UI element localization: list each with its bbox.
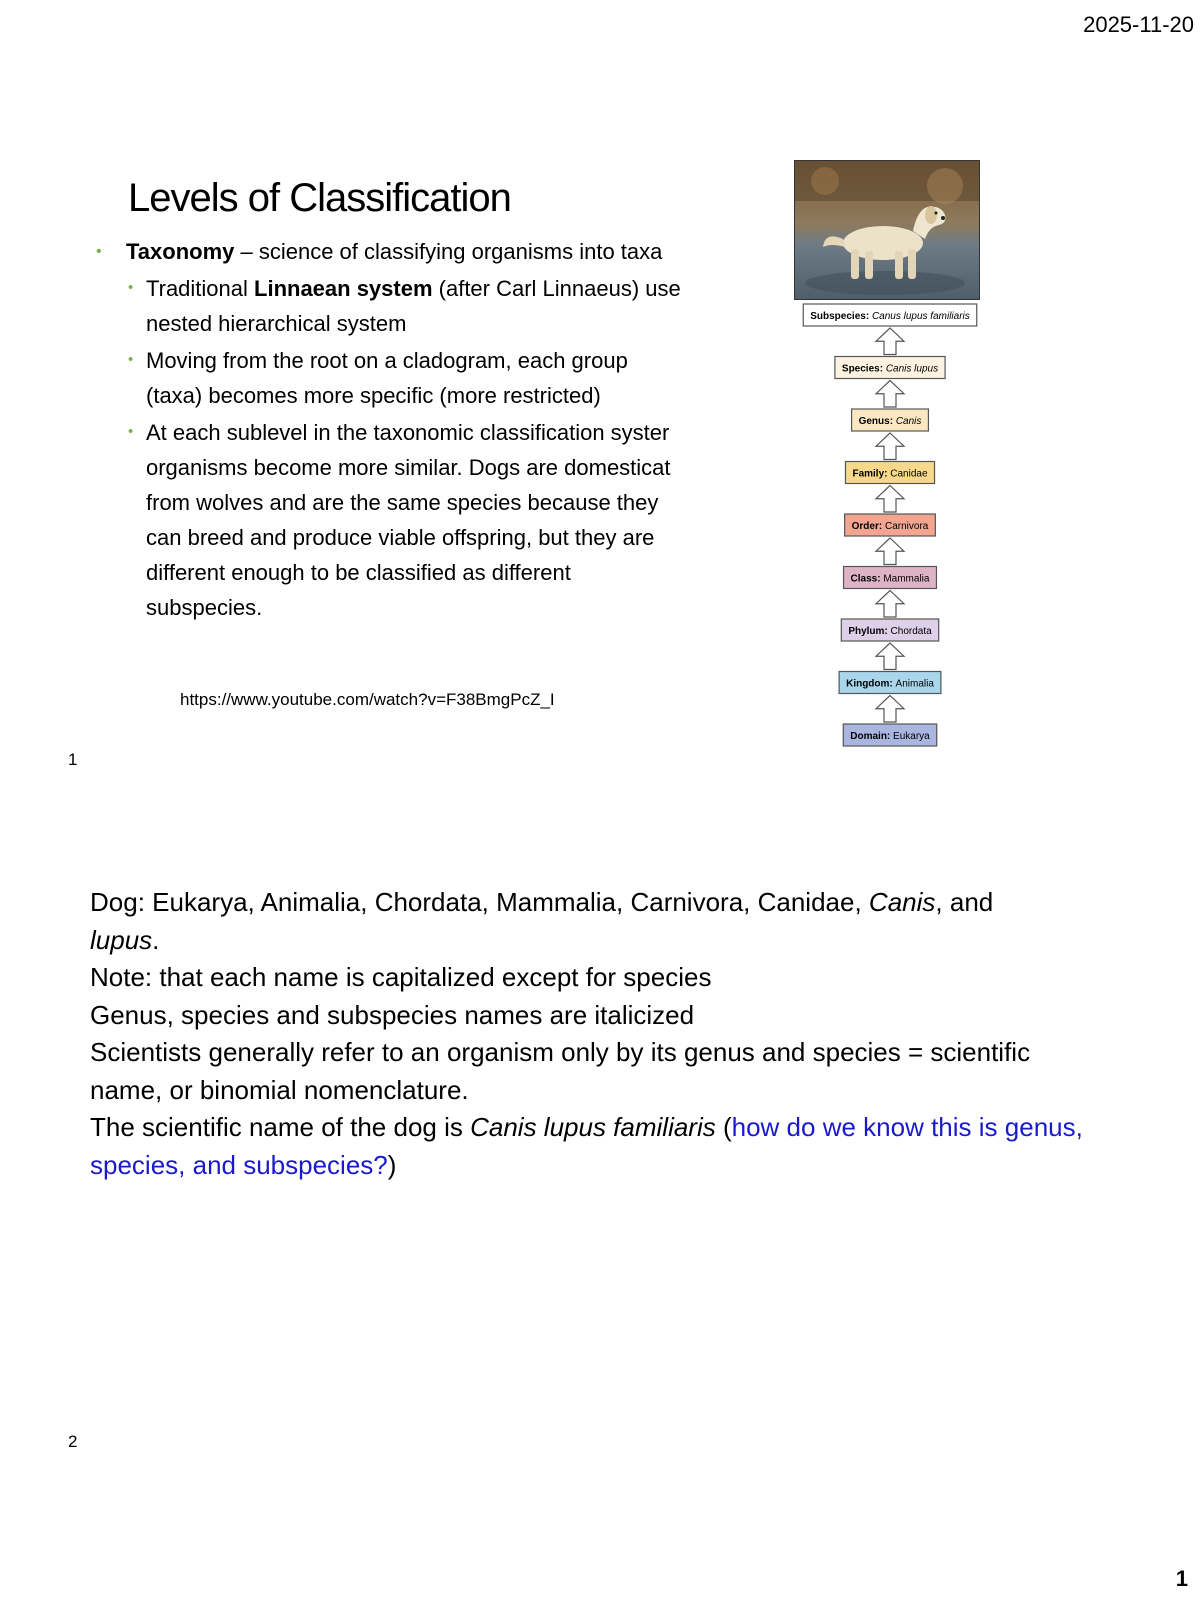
- question-text: how do we know this is genus, species, and subspecies?: [90, 1112, 1083, 1180]
- sub3-line: subspecies.: [146, 595, 263, 620]
- sub-bullet-cladogram: [96, 343, 736, 413]
- bullet-list: [96, 234, 736, 625]
- species-lupus: lupus: [90, 924, 153, 955]
- print-date: 2025-11-20: [1083, 12, 1194, 37]
- up-arrow-icon: [876, 486, 904, 513]
- taxonomy-definition: – science of classifying organisms into taxa: [234, 239, 663, 264]
- rank-label: Domain: Eukarya: [850, 731, 930, 742]
- scientific-name-text: The scientific name of the dog is: [90, 1112, 471, 1142]
- rank-box-order: [845, 514, 936, 536]
- period: .: [152, 924, 160, 955]
- rank-box-subspecies: [803, 304, 977, 326]
- up-arrow-icon: [876, 591, 904, 618]
- page-number: 1: [1175, 1566, 1188, 1591]
- dog-photo: [794, 160, 980, 300]
- rank-label: Kingdom: Animalia: [846, 678, 934, 690]
- notes-line-italics: Genus, species and subspecies names are italicized: [90, 999, 695, 1030]
- rank-label: Class: Mammalia: [850, 573, 930, 585]
- notes-text: [90, 884, 1100, 1184]
- bullet-taxonomy: [96, 234, 736, 269]
- and-text: , and: [935, 887, 994, 917]
- rank-label: Order: Carnivora: [851, 521, 929, 532]
- dog-illustration: [795, 161, 979, 299]
- sub1-pre: Traditional: [146, 276, 255, 301]
- up-arrow-icon: [876, 433, 904, 460]
- sub3-line: At each sublevel in the taxonomic classification syster: [146, 420, 670, 445]
- notes-line-binomial: Scientists generally refer to an organism only by its genus and species = scientific name, or binomial nomenclature.: [90, 1037, 1031, 1105]
- sub3-line: from wolves and are the same species because they: [146, 490, 659, 515]
- term-taxonomy: Taxonomy: [126, 239, 235, 264]
- open-paren: (: [715, 1112, 732, 1142]
- rank-label: Family: Canidae: [852, 468, 928, 480]
- classification-hierarchy-diagram: [780, 300, 1000, 760]
- youtube-link[interactable]: https://www.youtube.com/watch?v=F38BmgPcZ_I: [180, 690, 555, 709]
- rank-box-phylum: [841, 619, 938, 641]
- rank-box-domain: [843, 724, 936, 746]
- genus-canis: Canis: [868, 887, 936, 917]
- rank-label: Subspecies: Canus lupus familiaris: [810, 311, 970, 322]
- rank-label: Species: Canis lupus: [841, 363, 939, 375]
- notes-line-dog: [90, 884, 1100, 959]
- sub2-line1: Moving from the root on a cladogram, each group: [146, 348, 628, 373]
- sub1-line2: nested hierarchical system: [146, 311, 407, 336]
- up-arrow-icon: [876, 643, 904, 670]
- rank-label: Genus: Canis: [858, 416, 922, 427]
- rank-box-species: [835, 357, 945, 379]
- up-arrow-icon: [876, 696, 904, 723]
- bullet-dot-icon: •: [128, 279, 134, 296]
- sub3-line: can breed and produce viable offspring, but they are: [146, 525, 655, 550]
- sub-bullet-linnaean: [96, 271, 736, 341]
- slide-title: Levels of Classification: [128, 176, 511, 220]
- notes-line-scientific-name: [90, 1109, 1100, 1184]
- slide-number: 2: [68, 1432, 78, 1451]
- sub2-line2: (taxa) becomes more specific (more restricted): [146, 383, 601, 408]
- rank-box-class: [844, 567, 937, 589]
- rank-box-kingdom: [839, 672, 941, 694]
- dog-taxa-text: Dog: Eukarya, Animalia, Chordata, Mammalia, Carnivora, Canidae,: [90, 887, 869, 917]
- sub3-line: different enough to be classified as different: [146, 560, 571, 585]
- sub1-post: (after Carl Linnaeus) use: [432, 276, 681, 301]
- scientific-name: Canis lupus familiaris: [470, 1112, 716, 1142]
- up-arrow-icon: [876, 381, 904, 408]
- bullet-dot-icon: •: [128, 351, 134, 368]
- up-arrow-icon: [876, 328, 904, 355]
- rank-label: Phylum: Chordata: [848, 626, 932, 637]
- up-arrow-icon: [876, 538, 904, 565]
- sub3-line: organisms become more similar. Dogs are domesticat: [146, 455, 671, 480]
- sub-bullet-sublevel: [96, 415, 736, 625]
- rank-box-genus: [852, 409, 929, 431]
- bullet-dot-icon: •: [96, 243, 102, 260]
- bullet-dot-icon: •: [128, 423, 134, 440]
- rank-box-family: [845, 462, 934, 484]
- notes-line-capitalization: Note: that each name is capitalized except for species: [90, 962, 712, 992]
- slide-number: 1: [68, 750, 78, 769]
- close-paren: ): [387, 1149, 397, 1180]
- term-linnaean: Linnaean system: [254, 276, 433, 301]
